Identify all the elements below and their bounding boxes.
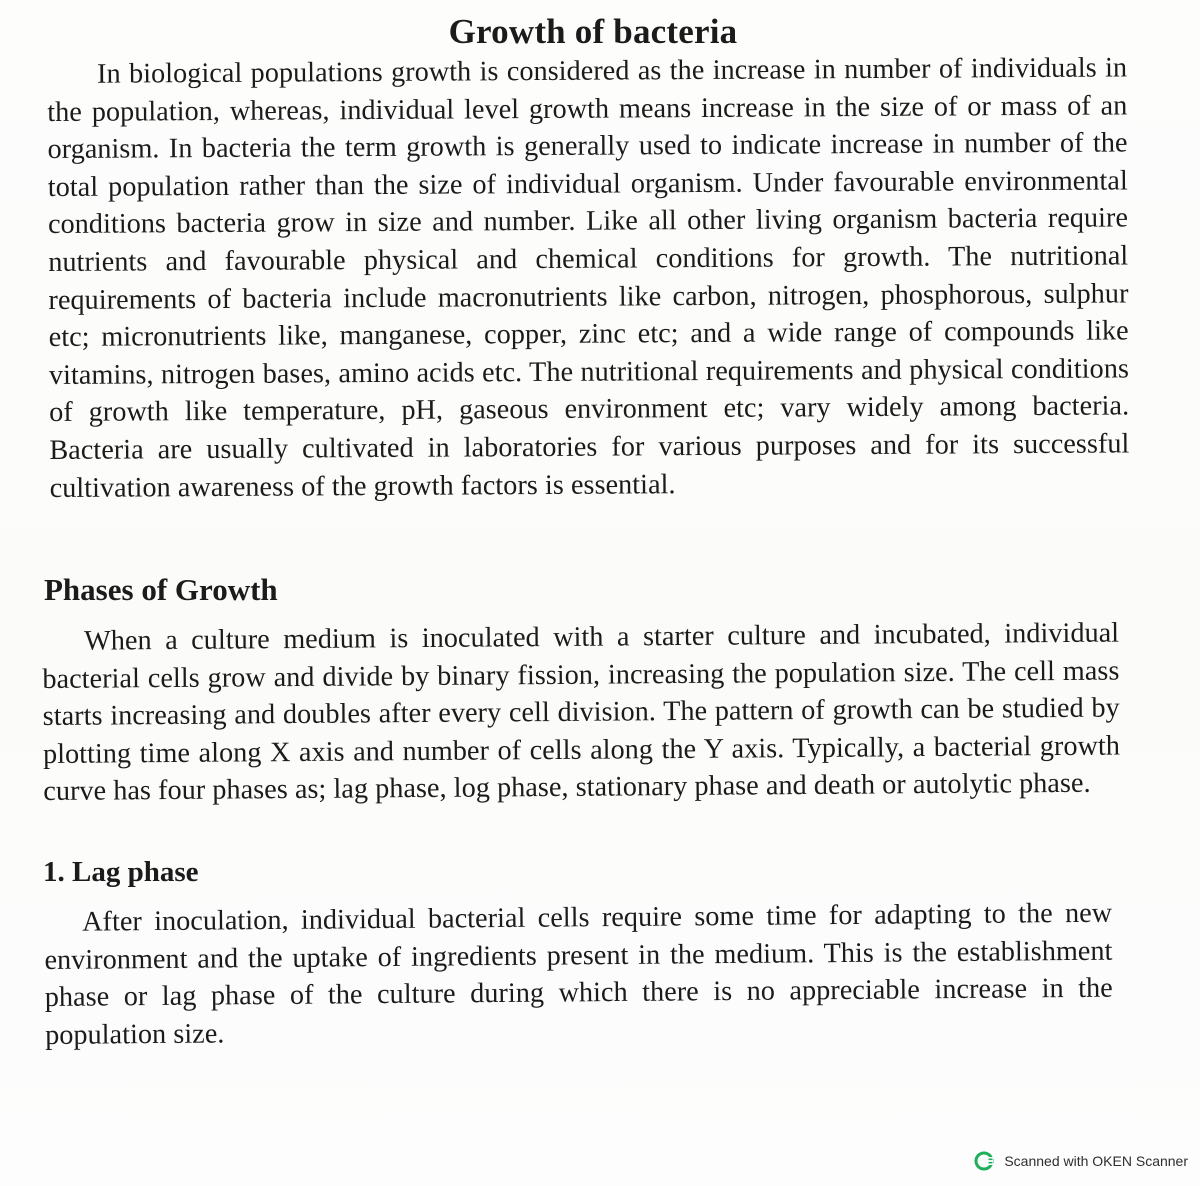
oken-scanner-logo-icon	[973, 1150, 995, 1172]
scanner-watermark	[973, 1150, 1188, 1172]
lag-phase-paragraph: After inoculation, individual bacterial cells require some time for adapting to the new environment and the uptake of ingredients present in the medium. This is the establishment phase or lag phase of the culture during which there is no appreciable increase in the population size.	[44, 897, 1113, 1051]
watermark-text: Scanned with OKEN Scanner	[1004, 1153, 1188, 1169]
intro-paragraph: In biological populations growth is considered as the increase in number of individuals in the population, whereas, individual level growth means increase in the size of or mass of an organism. In bacteria the term growth is generally used to indicate increase in number of the total population rather than the size of individual organism. Under favourable environmental conditions bacteria grow in size and number. Like all other living organism bacteria require nutrients and favourable physical and chemical conditions for growth. The nutritional requirements of bacteria include macronutrients like carbon, nitrogen, phosphorous, sulphur etc; micronutrients like, manganese, copper, zinc etc; and a wide range of compounds like vitamins, nitrogen bases, amino acids etc. The nutritional requirements and physical conditions of growth like temperature, pH, gaseous environment etc; vary widely among bacteria. Bacteria are usually cultivated in laboratories for various purposes and for its successful cultivation awareness of the growth factors is essential.	[47, 52, 1130, 504]
page-title: Growth of bacteria	[448, 12, 738, 51]
phases-of-growth-paragraph: When a culture medium is inoculated with a starter culture and incubated, individual bacterial cells grow and divide by binary fission, increasing the population size. The cell mass starts increasing and doubles after every cell division. The pattern of growth can be studied by plotting time along X axis and number of cells along the Y axis. Typically, a bacterial growth curve has four phases as; lag phase, log phase, stationary phase and death or autolytic phase.	[42, 617, 1121, 808]
phases-of-growth-heading: Phases of Growth	[44, 572, 278, 607]
lag-phase-heading: 1. Lag phase	[43, 856, 199, 888]
